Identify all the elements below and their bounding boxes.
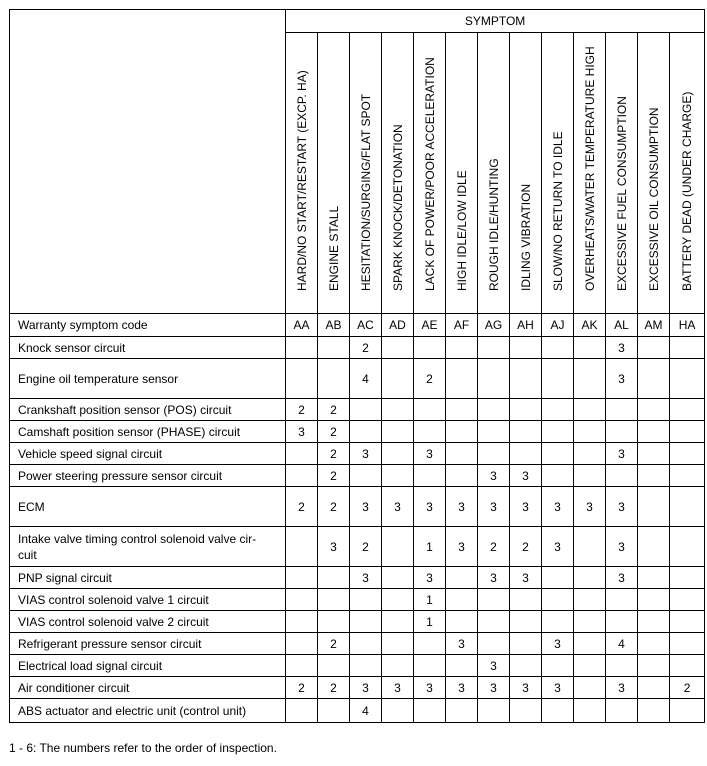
table-row — [10, 359, 705, 399]
table-row — [10, 699, 705, 723]
cell-value — [350, 421, 382, 443]
row-label: Vehicle speed signal circuit — [10, 443, 286, 465]
cell-value — [542, 421, 574, 443]
cell-value: 1 — [414, 589, 446, 611]
cell-value — [446, 611, 478, 633]
cell-value — [606, 399, 638, 421]
warranty-code: AF — [446, 314, 478, 337]
cell-value — [350, 589, 382, 611]
cell-value — [446, 465, 478, 487]
cell-value — [446, 443, 478, 465]
cell-value — [382, 337, 414, 359]
row-label: Camshaft position sensor (PHASE) circuit — [10, 421, 286, 443]
cell-value — [574, 421, 606, 443]
cell-value — [574, 699, 606, 723]
cell-value: 3 — [478, 567, 510, 589]
cell-value — [478, 611, 510, 633]
cell-value: 2 — [286, 399, 318, 421]
cell-value — [318, 359, 350, 399]
symptom-column-header — [542, 33, 574, 314]
cell-value — [286, 655, 318, 677]
cell-value — [670, 337, 705, 359]
cell-value: 2 — [318, 487, 350, 527]
symptom-name: HARD/NO START/RESTART (EXCP. HA) — [294, 70, 309, 291]
cell-value: 3 — [414, 567, 446, 589]
cell-value — [318, 655, 350, 677]
cell-value — [382, 465, 414, 487]
symptom-name: BATTERY DEAD (UNDER CHARGE) — [680, 91, 695, 291]
cell-value: 3 — [350, 487, 382, 527]
cell-value — [382, 359, 414, 399]
cell-value — [542, 465, 574, 487]
table-row — [10, 421, 705, 443]
row-label: Intake valve timing control solenoid valve cir- cuit — [10, 527, 286, 567]
cell-value — [478, 699, 510, 723]
cell-value — [414, 337, 446, 359]
cell-value — [574, 399, 606, 421]
cell-value — [286, 359, 318, 399]
cell-value: 4 — [350, 359, 382, 399]
cell-value — [574, 443, 606, 465]
cell-value: 2 — [318, 421, 350, 443]
cell-value — [286, 443, 318, 465]
cell-value — [382, 633, 414, 655]
symptom-column-header — [478, 33, 510, 314]
warranty-code: AH — [510, 314, 542, 337]
cell-value: 3 — [606, 443, 638, 465]
cell-value: 3 — [350, 677, 382, 699]
cell-value — [606, 589, 638, 611]
cell-value — [606, 699, 638, 723]
cell-value — [638, 699, 670, 723]
cell-value — [286, 567, 318, 589]
cell-value: 2 — [478, 527, 510, 567]
cell-value — [574, 633, 606, 655]
cell-value: 3 — [574, 487, 606, 527]
cell-value — [542, 611, 574, 633]
cell-value — [382, 421, 414, 443]
warranty-code: AJ — [542, 314, 574, 337]
warranty-code: HA — [670, 314, 705, 337]
cell-value — [670, 589, 705, 611]
symptom-column-header — [286, 33, 318, 314]
symptom-name: LACK OF POWER/POOR ACCELERATION — [422, 57, 437, 291]
row-label: ABS actuator and electric unit (control unit) — [10, 699, 286, 723]
cell-value — [574, 611, 606, 633]
cell-value — [510, 337, 542, 359]
cell-value — [286, 699, 318, 723]
cell-value: 3 — [606, 677, 638, 699]
cell-value — [478, 399, 510, 421]
cell-value: 2 — [318, 399, 350, 421]
row-label: Electrical load signal circuit — [10, 655, 286, 677]
cell-value — [382, 399, 414, 421]
cell-value — [286, 611, 318, 633]
cell-value: 2 — [318, 633, 350, 655]
cell-value — [670, 567, 705, 589]
cell-value — [478, 337, 510, 359]
cell-value: 3 — [478, 487, 510, 527]
cell-value — [382, 699, 414, 723]
cell-value: 3 — [510, 567, 542, 589]
cell-value — [478, 359, 510, 399]
cell-value: 3 — [446, 633, 478, 655]
cell-value: 2 — [318, 443, 350, 465]
cell-value — [446, 589, 478, 611]
cell-value: 2 — [286, 487, 318, 527]
table-row — [10, 527, 705, 567]
warranty-code: AA — [286, 314, 318, 337]
table-row — [10, 337, 705, 359]
cell-value — [414, 399, 446, 421]
corner-cell — [10, 10, 286, 314]
cell-value — [446, 399, 478, 421]
cell-value — [414, 465, 446, 487]
cell-value — [670, 633, 705, 655]
row-label: VIAS control solenoid valve 2 circuit — [10, 611, 286, 633]
cell-value: 3 — [478, 677, 510, 699]
cell-value — [574, 655, 606, 677]
table-row — [10, 443, 705, 465]
cell-value — [542, 337, 574, 359]
table-row — [10, 589, 705, 611]
cell-value — [542, 699, 574, 723]
cell-value — [670, 443, 705, 465]
symptom-column-header — [350, 33, 382, 314]
cell-value — [382, 589, 414, 611]
cell-value — [382, 527, 414, 567]
cell-value — [574, 677, 606, 699]
cell-value — [638, 655, 670, 677]
cell-value: 3 — [510, 487, 542, 527]
row-label: PNP signal circuit — [10, 567, 286, 589]
cell-value — [638, 359, 670, 399]
cell-value — [606, 655, 638, 677]
row-label: Air conditioner circuit — [10, 677, 286, 699]
cell-value — [414, 633, 446, 655]
cell-value: 3 — [606, 567, 638, 589]
cell-value — [510, 633, 542, 655]
cell-value — [638, 527, 670, 567]
warranty-label: Warranty symptom code — [10, 314, 286, 337]
cell-value — [478, 633, 510, 655]
cell-value — [350, 465, 382, 487]
symptom-name: IDLING VIBRATION — [518, 183, 533, 291]
cell-value: 3 — [350, 567, 382, 589]
symptom-column-header — [670, 33, 705, 314]
cell-value — [638, 611, 670, 633]
cell-value — [382, 567, 414, 589]
cell-value — [638, 633, 670, 655]
cell-value — [542, 567, 574, 589]
cell-value — [318, 699, 350, 723]
cell-value — [638, 487, 670, 527]
cell-value — [382, 655, 414, 677]
cell-value: 3 — [446, 527, 478, 567]
cell-value — [414, 655, 446, 677]
table-row — [10, 677, 705, 699]
cell-value: 3 — [542, 633, 574, 655]
cell-value: 3 — [606, 487, 638, 527]
cell-value: 3 — [478, 655, 510, 677]
cell-value — [574, 527, 606, 567]
symptom-name: SPARK KNOCK/DETONATION — [390, 124, 405, 291]
cell-value — [574, 589, 606, 611]
cell-value — [350, 655, 382, 677]
cell-value — [286, 465, 318, 487]
cell-value: 3 — [606, 337, 638, 359]
cell-value: 2 — [318, 465, 350, 487]
cell-value — [318, 337, 350, 359]
cell-value — [318, 611, 350, 633]
cell-value: 3 — [446, 677, 478, 699]
warranty-code-row — [10, 314, 705, 337]
symptom-column-header — [414, 33, 446, 314]
cell-value — [638, 677, 670, 699]
cell-value — [670, 359, 705, 399]
row-label: VIAS control solenoid valve 1 circuit — [10, 589, 286, 611]
symptom-column-header — [446, 33, 478, 314]
cell-value — [510, 421, 542, 443]
cell-value — [350, 611, 382, 633]
cell-value — [510, 443, 542, 465]
symptom-name: SLOW/NO RETURN TO IDLE — [550, 131, 565, 291]
row-label: Knock sensor circuit — [10, 337, 286, 359]
table-row — [10, 567, 705, 589]
cell-value — [286, 527, 318, 567]
symptom-name: EXCESSIVE OIL CONSUMPTION — [646, 107, 661, 291]
cell-value — [414, 421, 446, 443]
cell-value — [606, 465, 638, 487]
cell-value — [670, 399, 705, 421]
cell-value — [638, 399, 670, 421]
cell-value — [542, 399, 574, 421]
symptom-table — [9, 9, 705, 723]
row-label: Power steering pressure sensor circuit — [10, 465, 286, 487]
cell-value: 2 — [350, 337, 382, 359]
cell-value — [606, 421, 638, 443]
cell-value: 4 — [350, 699, 382, 723]
cell-value — [606, 611, 638, 633]
cell-value — [286, 589, 318, 611]
symptom-name: OVERHEATS/WATER TEMPERATURE HIGH — [582, 46, 597, 291]
table-row — [10, 399, 705, 421]
symptom-column-header — [318, 33, 350, 314]
cell-value — [670, 655, 705, 677]
symptom-name: HIGH IDLE/LOW IDLE — [454, 170, 469, 291]
cell-value — [414, 699, 446, 723]
cell-value — [446, 337, 478, 359]
cell-value — [574, 359, 606, 399]
cell-value: 2 — [510, 527, 542, 567]
symptom-column-header — [510, 33, 542, 314]
cell-value: 2 — [414, 359, 446, 399]
cell-value: 3 — [606, 527, 638, 567]
warranty-code: AE — [414, 314, 446, 337]
cell-value: 2 — [318, 677, 350, 699]
symptom-column-header — [606, 33, 638, 314]
cell-value — [478, 421, 510, 443]
row-label: Engine oil temperature sensor — [10, 359, 286, 399]
cell-value — [670, 527, 705, 567]
cell-value — [670, 699, 705, 723]
cell-value: 3 — [542, 487, 574, 527]
cell-value: 3 — [606, 359, 638, 399]
cell-value — [382, 443, 414, 465]
cell-value — [638, 465, 670, 487]
cell-value — [670, 611, 705, 633]
footnote: 1 - 6: The numbers refer to the order of inspection. — [9, 741, 277, 755]
symptom-column-header — [638, 33, 670, 314]
cell-value: 3 — [286, 421, 318, 443]
symptom-name: ENGINE STALL — [326, 205, 341, 291]
warranty-code: AC — [350, 314, 382, 337]
symptom-column-header — [574, 33, 606, 314]
cell-value: 2 — [350, 527, 382, 567]
cell-value: 3 — [382, 677, 414, 699]
cell-value: 2 — [670, 677, 705, 699]
cell-value — [318, 567, 350, 589]
row-label: ECM — [10, 487, 286, 527]
row-label: Crankshaft position sensor (POS) circuit — [10, 399, 286, 421]
cell-value — [286, 633, 318, 655]
cell-value — [446, 655, 478, 677]
warranty-code: AM — [638, 314, 670, 337]
cell-value: 3 — [446, 487, 478, 527]
cell-value: 2 — [286, 677, 318, 699]
cell-value — [510, 699, 542, 723]
cell-value — [574, 567, 606, 589]
cell-value: 1 — [414, 527, 446, 567]
cell-value — [542, 443, 574, 465]
cell-value: 3 — [542, 677, 574, 699]
cell-value — [478, 589, 510, 611]
table-row — [10, 655, 705, 677]
cell-value: 3 — [350, 443, 382, 465]
cell-value — [510, 589, 542, 611]
cell-value — [638, 567, 670, 589]
cell-value — [638, 443, 670, 465]
warranty-code: AK — [574, 314, 606, 337]
warranty-code: AG — [478, 314, 510, 337]
row-label: Refrigerant pressure sensor circuit — [10, 633, 286, 655]
symptom-title: SYMPTOM — [286, 10, 705, 33]
cell-value — [350, 633, 382, 655]
cell-value — [510, 655, 542, 677]
cell-value — [350, 399, 382, 421]
table-row — [10, 611, 705, 633]
cell-value: 1 — [414, 611, 446, 633]
cell-value — [382, 611, 414, 633]
table-row — [10, 633, 705, 655]
symptom-name: EXCESSIVE FUEL CONSUMPTION — [614, 96, 629, 291]
cell-value: 3 — [510, 465, 542, 487]
cell-value — [638, 337, 670, 359]
cell-value — [286, 337, 318, 359]
cell-value: 3 — [414, 487, 446, 527]
cell-value: 3 — [478, 465, 510, 487]
symptom-name: HESITATION/SURGING/FLAT SPOT — [358, 93, 373, 291]
symptom-column-header — [382, 33, 414, 314]
cell-value — [638, 421, 670, 443]
cell-value — [542, 655, 574, 677]
warranty-code: AB — [318, 314, 350, 337]
cell-value — [638, 589, 670, 611]
cell-value — [478, 443, 510, 465]
cell-value — [574, 337, 606, 359]
cell-value — [574, 465, 606, 487]
cell-value — [542, 589, 574, 611]
cell-value: 3 — [542, 527, 574, 567]
table-row — [10, 465, 705, 487]
cell-value — [318, 589, 350, 611]
cell-value — [670, 421, 705, 443]
cell-value: 3 — [414, 677, 446, 699]
cell-value: 4 — [606, 633, 638, 655]
cell-value — [510, 611, 542, 633]
table-row — [10, 487, 705, 527]
warranty-code: AD — [382, 314, 414, 337]
cell-value — [446, 359, 478, 399]
warranty-code: AL — [606, 314, 638, 337]
symptom-name: ROUGH IDLE/HUNTING — [486, 158, 501, 291]
cell-value — [446, 567, 478, 589]
cell-value: 3 — [510, 677, 542, 699]
cell-value: 3 — [414, 443, 446, 465]
cell-value — [446, 421, 478, 443]
cell-value — [542, 359, 574, 399]
cell-value — [670, 465, 705, 487]
cell-value — [446, 699, 478, 723]
cell-value — [510, 399, 542, 421]
cell-value: 3 — [382, 487, 414, 527]
cell-value: 3 — [318, 527, 350, 567]
cell-value — [510, 359, 542, 399]
cell-value — [670, 487, 705, 527]
